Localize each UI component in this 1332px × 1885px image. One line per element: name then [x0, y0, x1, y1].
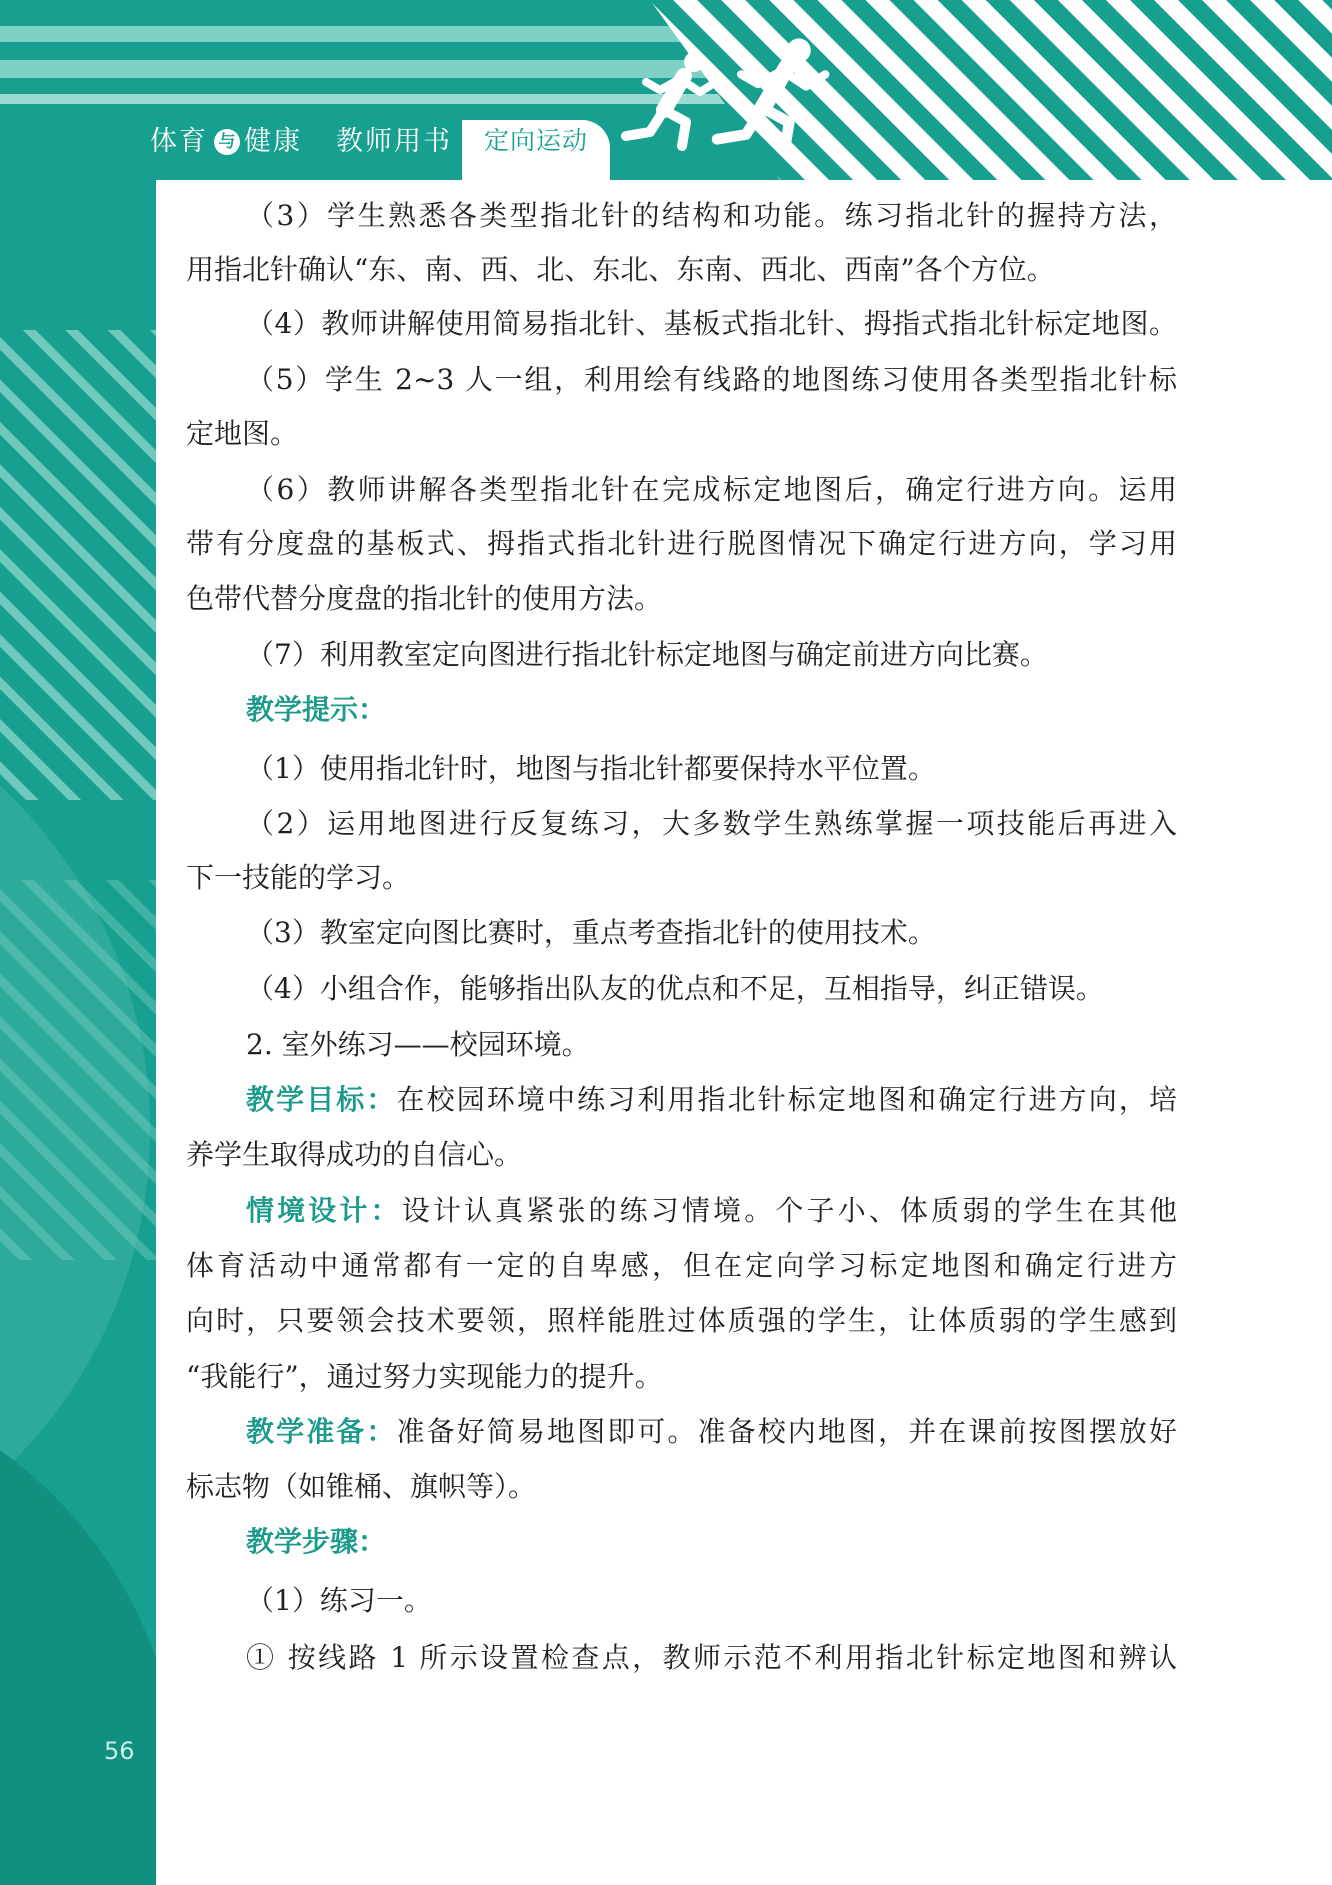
paragraph-line: 体育活动中通常都有一定的自卑感，但在定向学习标定地图和确定行进方	[186, 1249, 1177, 1282]
section-heading: 教学步骤：	[246, 1525, 387, 1558]
paragraph-line: （7）利用教室定向图进行指北针标定地图与确定前进方向比赛。	[246, 638, 1048, 671]
paragraph-line: （4）教师讲解使用简易指北针、基板式指北针、拇指式指北针标定地图。	[246, 307, 1177, 340]
paragraph-line	[246, 1080, 1177, 1120]
book-title-part1: 体育	[150, 126, 208, 157]
section-heading: 教学提示：	[246, 693, 387, 726]
paragraph-line: （1）练习一。	[246, 1584, 432, 1617]
paragraph-line: “我能行”，通过努力实现能力的提升。	[186, 1360, 663, 1393]
paragraph-line: （4）小组合作，能够指出队友的优点和不足，互相指导，纠正错误。	[246, 972, 1104, 1005]
section-label: 教学目标：	[246, 1083, 397, 1116]
chapter-tab	[462, 120, 610, 182]
paragraph-line: （6）教师讲解各类型指北针在完成标定地图后，确定行进方向。运用	[246, 473, 1177, 506]
paragraph-line: ① 按线路 1 所示设置检查点，教师示范不利用指北针标定地图和辨认	[246, 1641, 1177, 1674]
running-figure-icon	[610, 36, 850, 160]
section-label: 情境设计：	[246, 1194, 402, 1227]
chapter-tab-label: 定向运动	[484, 126, 589, 155]
paragraph-text: 准备好简易地图即可。准备校内地图，并在课前按图摆放好	[396, 1415, 1177, 1448]
paragraph-line: 色带代替分度盘的指北针的使用方法。	[186, 582, 663, 615]
book-title-part2: 健康	[244, 126, 302, 157]
title-connector-badge: 与	[214, 129, 240, 155]
paragraph-line: （1）使用指北针时，地图与指北针都要保持水平位置。	[246, 752, 936, 785]
paragraph-line: （3）学生熟悉各类型指北针的结构和功能。练习指北针的握持方法，	[246, 199, 1177, 232]
page-number: 56	[104, 1737, 135, 1765]
paragraph-line: 标志物（如锥桶、旗帜等）。	[186, 1470, 537, 1503]
subsection-title: 2. 室外练习——校园环境。	[246, 1028, 590, 1061]
book-type-label: 教师用书	[336, 126, 452, 157]
paragraph-line	[246, 1191, 1177, 1231]
paragraph-line: 向时，只要领会技术要领，照样能胜过体质强的学生，让体质弱的学生感到	[186, 1304, 1177, 1337]
paragraph-line: （5）学生 2~3 人一组，利用绘有线路的地图练习使用各类型指北针标	[246, 363, 1177, 396]
section-label: 教学准备：	[246, 1415, 397, 1448]
paragraph-line	[246, 1412, 1177, 1452]
paragraph-text: 在校园环境中练习利用指北针标定地图和确定行进方向，培	[396, 1083, 1177, 1116]
paragraph-line: （3）教室定向图比赛时，重点考查指北针的使用技术。	[246, 916, 936, 949]
paragraph-line: 养学生取得成功的自信心。	[186, 1138, 523, 1171]
sidebar-decoration	[0, 180, 156, 1885]
paragraph-line: 下一技能的学习。	[186, 861, 411, 894]
paragraph-line: 带有分度盘的基板式、拇指式指北针进行脱图情况下确定行进方向，学习用	[186, 527, 1177, 560]
paragraph-line: 定地图。	[186, 417, 299, 450]
paragraph-text: 设计认真紧张的练习情境。个子小、体质弱的学生在其他	[401, 1194, 1177, 1227]
paragraph-line: 用指北针确认“东、南、西、北、东北、东南、西北、西南”各个方位。	[186, 253, 1055, 286]
paragraph-line: （2）运用地图进行反复练习，大多数学生熟练掌握一项技能后再进入	[246, 807, 1177, 840]
